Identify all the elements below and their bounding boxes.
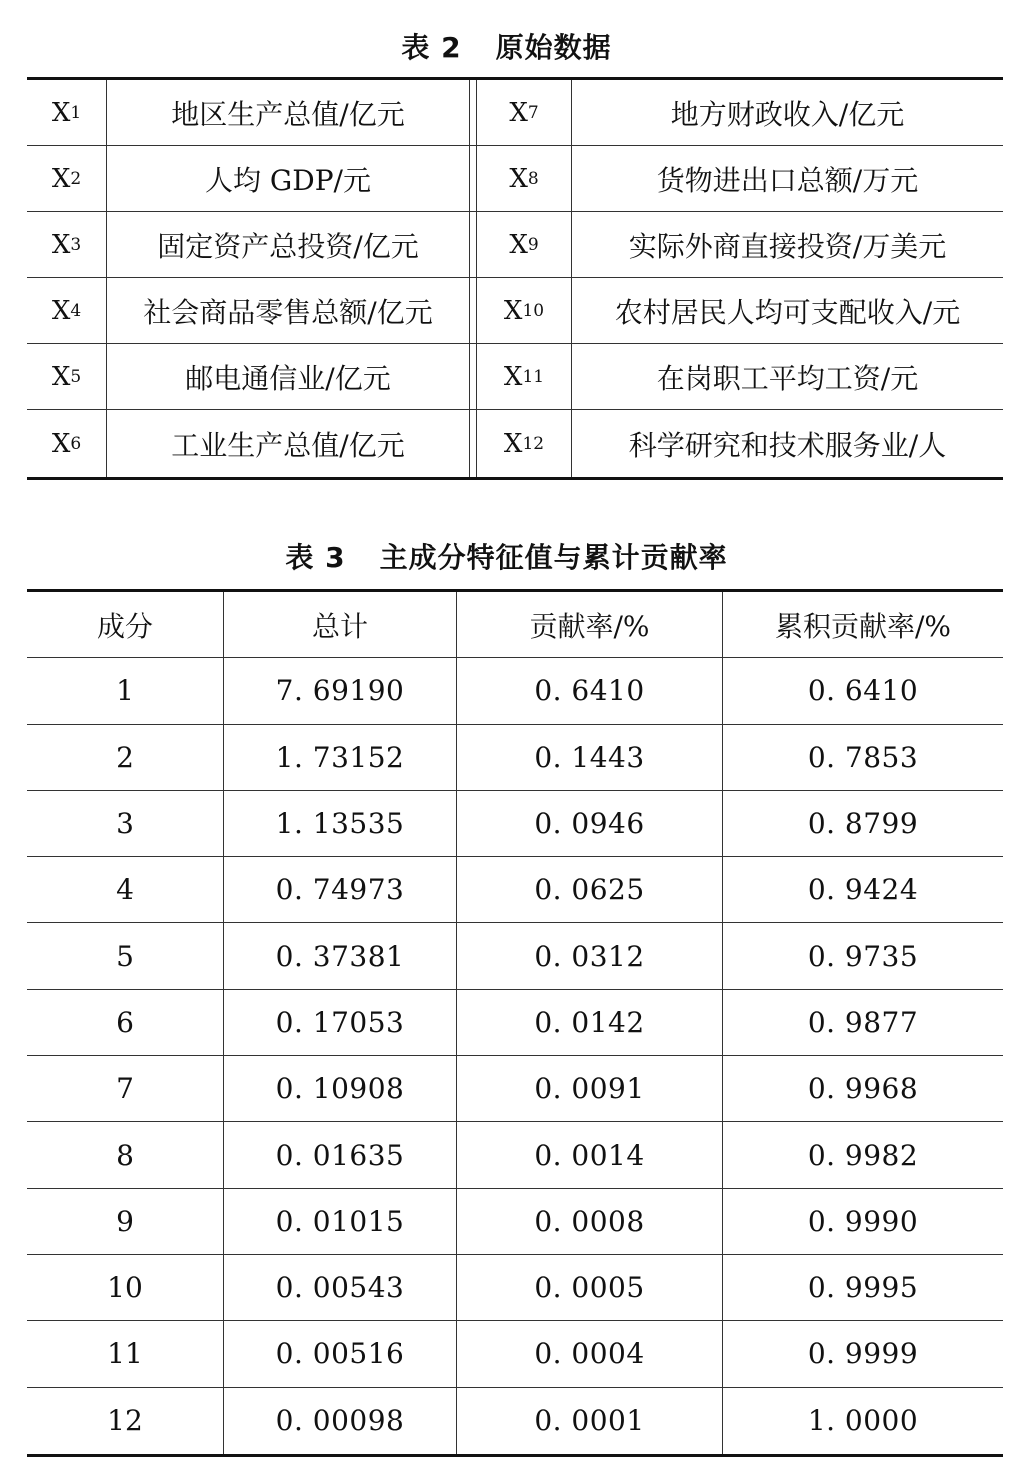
table2-raw-data [27,77,1003,480]
table3-header-row [27,592,1003,658]
contribution-rate-cell: 0. 0005 [457,1255,723,1320]
table2-row [27,410,1003,477]
right-variable-label: 货物进出口总额/万元 [656,163,919,197]
table-row [27,791,1003,857]
table2-row [27,146,1003,212]
table-row [27,1189,1003,1255]
left-variable-code: X 5 [27,344,107,409]
table3-caption-number: 表 3 [285,541,346,574]
double-rule-divider [469,410,477,477]
header-contribution-rate: 贡献率/% [457,592,723,657]
cumulative-rate-cell: 0. 9999 [807,1337,919,1371]
cumulative-rate-cell: 1. 0000 [807,1404,919,1438]
cumulative-rate-cell: 0. 9424 [807,873,919,907]
cumulative-rate-cell: 0. 9735 [807,939,919,973]
left-variable-code: X 1 [27,80,107,145]
contribution-rate-cell: 0. 6410 [457,658,723,723]
cumulative-rate-cell: 0. 6410 [807,674,919,708]
table-row [27,1321,1003,1387]
table3-caption [0,536,1013,576]
cumulative-rate-cell: 0. 9982 [807,1138,919,1172]
table2-caption [0,26,1013,66]
right-variable-code: X 8 [477,146,572,211]
total-cell: 0. 74973 [224,857,457,922]
total-cell: 0. 01635 [224,1122,457,1187]
total-cell: 0. 00543 [224,1255,457,1320]
contribution-rate-cell: 0. 0625 [457,857,723,922]
left-variable-code: X 4 [27,278,107,343]
component-cell: 8 [27,1122,224,1187]
total-cell: 0. 37381 [224,923,457,988]
contribution-rate-cell: 0. 0008 [457,1189,723,1254]
double-rule-divider [469,80,477,145]
cumulative-rate-cell: 0. 9995 [807,1271,919,1305]
double-rule-divider [469,344,477,409]
header-component: 成分 [27,592,224,657]
table-row [27,990,1003,1056]
right-variable-label: 实际外商直接投资/万美元 [628,229,947,263]
component-cell: 9 [27,1189,224,1254]
component-cell: 1 [27,658,224,723]
right-variable-label: 在岗职工平均工资/元 [656,361,919,395]
component-cell: 12 [27,1388,224,1454]
component-cell: 10 [27,1255,224,1320]
component-cell: 11 [27,1321,224,1386]
left-variable-label: 工业生产总值/亿元 [171,428,405,462]
table-row [27,923,1003,989]
table-row [27,725,1003,791]
total-cell: 7. 69190 [224,658,457,723]
table-row [27,1122,1003,1188]
double-rule-divider [469,278,477,343]
right-variable-label: 地方财政收入/亿元 [670,97,905,131]
contribution-rate-cell: 0. 1443 [457,725,723,790]
cumulative-rate-cell: 0. 9877 [807,1005,919,1039]
cumulative-rate-cell: 0. 7853 [807,740,919,774]
component-cell: 2 [27,725,224,790]
contribution-rate-cell: 0. 0091 [457,1056,723,1121]
cumulative-rate-cell: 0. 8799 [807,807,919,841]
right-variable-code: X 9 [477,212,572,277]
double-rule-divider [469,146,477,211]
cumulative-rate-cell: 0. 9968 [807,1072,919,1106]
left-variable-label: 人均 GDP/元 [205,163,371,197]
table2-caption-number: 表 2 [401,31,462,64]
left-variable-label: 邮电通信业/亿元 [185,361,391,395]
right-variable-code: X 7 [477,80,572,145]
component-cell: 6 [27,990,224,1055]
left-variable-label: 地区生产总值/亿元 [171,97,405,131]
left-variable-label: 社会商品零售总额/亿元 [143,295,433,329]
left-variable-code: X 3 [27,212,107,277]
table-row [27,857,1003,923]
header-total: 总计 [224,592,457,657]
left-variable-code: X 6 [27,410,107,477]
total-cell: 1. 13535 [224,791,457,856]
component-cell: 5 [27,923,224,988]
total-cell: 0. 01015 [224,1189,457,1254]
table3-body [27,658,1003,1454]
contribution-rate-cell: 0. 0142 [457,990,723,1055]
total-cell: 0. 10908 [224,1056,457,1121]
table3-caption-title: 主成分特征值与累计贡献率 [379,541,728,574]
table2-row [27,80,1003,146]
contribution-rate-cell: 0. 0014 [457,1122,723,1187]
right-variable-label: 科学研究和技术服务业/人 [628,428,947,462]
component-cell: 4 [27,857,224,922]
left-variable-code: X 2 [27,146,107,211]
table2-row [27,344,1003,410]
contribution-rate-cell: 0. 0004 [457,1321,723,1386]
cumulative-rate-cell: 0. 9990 [807,1204,919,1238]
contribution-rate-cell: 0. 0946 [457,791,723,856]
table-row [27,658,1003,724]
left-variable-label: 固定资产总投资/亿元 [157,229,419,263]
total-cell: 0. 17053 [224,990,457,1055]
header-cumulative-rate: 累积贡献率/% [774,609,952,643]
table3-eigenvalues [27,589,1003,1457]
table2-row [27,212,1003,278]
total-cell: 0. 00098 [224,1388,457,1454]
right-variable-code: X 12 [477,410,572,477]
component-cell: 7 [27,1056,224,1121]
right-variable-code: X 11 [477,344,572,409]
table-row [27,1255,1003,1321]
total-cell: 1. 73152 [224,725,457,790]
contribution-rate-cell: 0. 0312 [457,923,723,988]
right-variable-label: 农村居民人均可支配收入/元 [614,295,961,329]
table-row [27,1056,1003,1122]
table2-row [27,278,1003,344]
total-cell: 0. 00516 [224,1321,457,1386]
component-cell: 3 [27,791,224,856]
table-row [27,1388,1003,1454]
double-rule-divider [469,212,477,277]
contribution-rate-cell: 0. 0001 [457,1388,723,1454]
right-variable-code: X 10 [477,278,572,343]
table2-caption-title: 原始数据 [495,31,612,64]
